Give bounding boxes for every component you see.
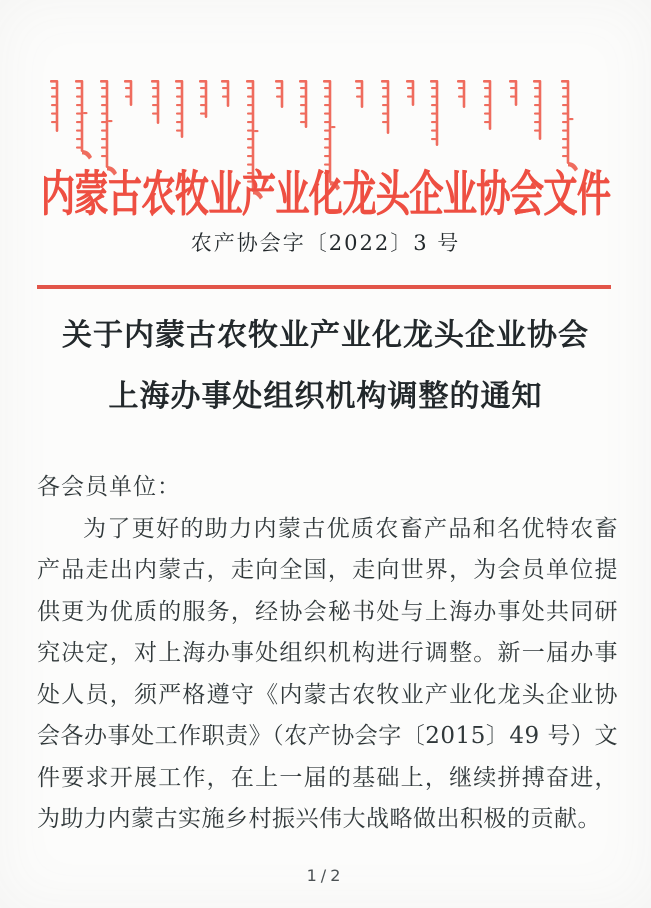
document-title-line1: 关于内蒙古农牧业产业化龙头企业协会 (62, 318, 589, 353)
document-title-line2: 上海办事处组织机构调整的通知 (108, 379, 543, 414)
page-number: 1/2 (306, 866, 345, 885)
salutation: 各会员单位： (37, 474, 181, 500)
body-paragraph: 为了更好的助力内蒙古优质农畜产品和名优特农畜产品走出内蒙古，走向全国，走向世界，为会员单位提供更为优质的服务，经协会秘书处与上海办事处共同研究决定，对上海办事处组织机构进行调整。新一届办事处人员，须严格遵守《内蒙古农牧业产业化龙头企业协会各办事处工作职责》（农产协会字〔2015〕49 号）文件要求开展工作，在上一届的基础上，继续拼搏奋进，为助力内蒙古实施乡村振兴伟大战略做出积极的贡献。 (37, 515, 618, 832)
document-body (37, 467, 618, 841)
red-separator-rule (37, 285, 611, 289)
masthead-org-title: 内蒙古农牧业产业化龙头企业协会文件 (40, 166, 611, 224)
document-number: 农产协会字〔2022〕3 号 (190, 231, 461, 255)
